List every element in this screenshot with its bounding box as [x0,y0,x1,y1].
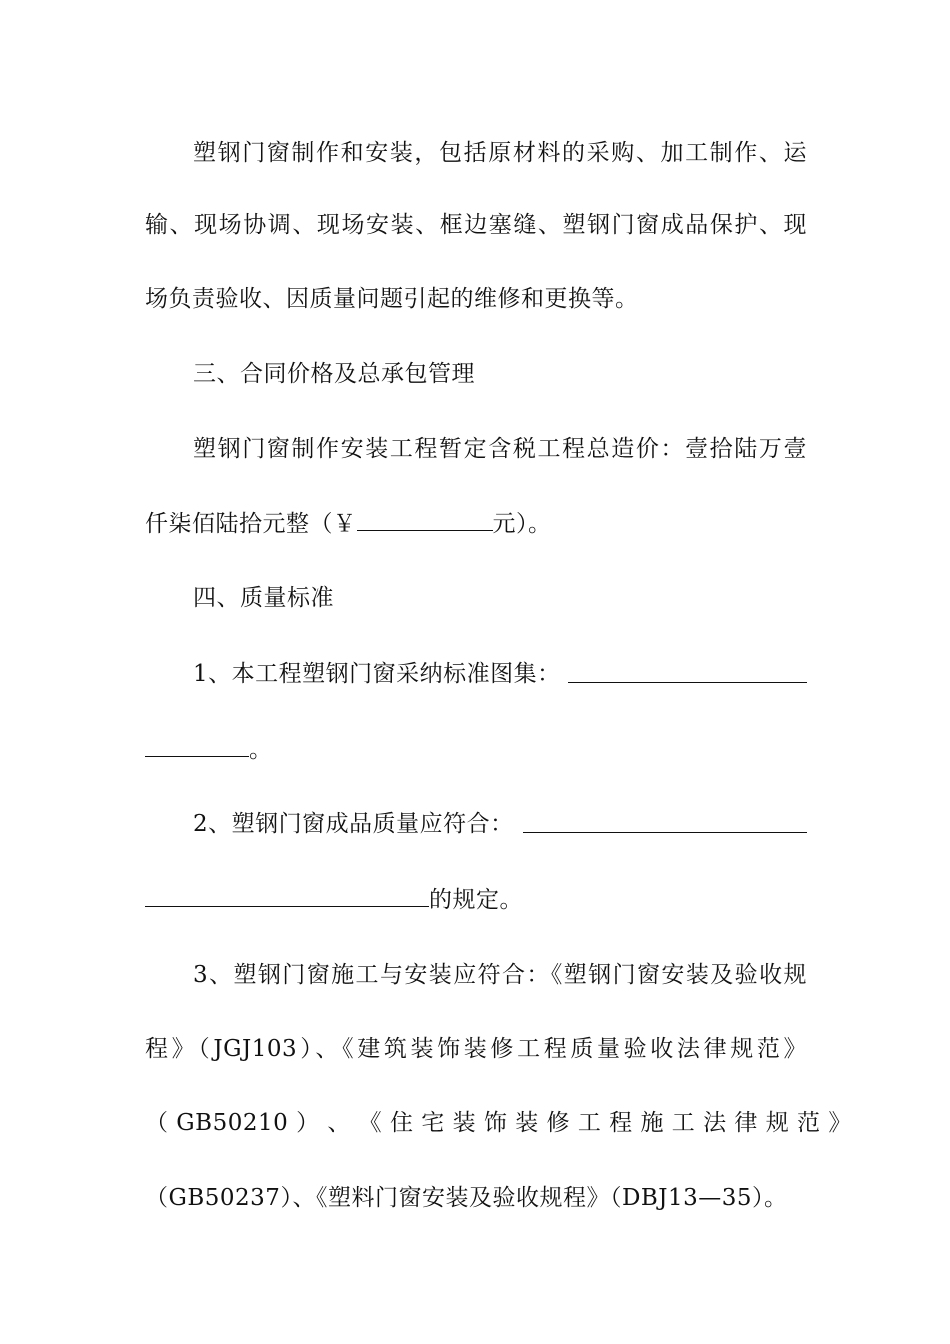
quality-item-1-end: 。 [249,737,273,763]
quality-item-2-label: 2、塑钢门窗成品质量应符合： [193,811,514,837]
quality-item-2-line-2 [145,884,807,915]
paragraph-price-line-2 [145,508,807,539]
quality-item-1-blank [568,682,807,683]
quality-item-1-line-1 [193,659,807,689]
paragraph-price-line-1: 塑钢门窗制作安装工程暂定含税工程总造价：壹拾陆万壹 [193,436,807,462]
paragraph-scope-line-1: 塑钢门窗制作和安装，包括原材料的采购、加工制作、运 [193,140,807,166]
quality-item-3-line-1: 3、塑钢门窗施工与安装应符合：《塑钢门窗安装及验收规 [193,962,807,988]
quality-item-1-label: 1、本工程塑钢门窗采纳标准图集： [193,661,561,687]
paragraph-scope-line-3: 场负责验收、因质量问题引起的维修和更换等。 [145,286,639,312]
price-text-suffix: 元）。 [492,511,552,537]
quality-item-3-line-4: （GB50237）、《塑料门窗安装及验收规程》（DBJ13—35）。 [145,1185,788,1211]
paragraph-scope-line-2: 输、现场协调、现场安装、框边塞缝、塑钢门窗成品保护、现 [145,212,807,238]
quality-item-3-line-3: （ GB50210 ） 、 《 住 宅 装 饰 装 修 工 程 施 工 法 律 规 范 》 [145,1110,852,1136]
price-text-prefix: 仟柒佰陆拾元整（￥ [145,511,357,537]
quality-item-2-blank-continued [145,884,429,907]
section-heading-3: 三、合同价格及总承包管理 [193,361,475,387]
quality-item-1-blank-continued [145,734,249,757]
quality-item-1-line-2 [145,734,807,765]
quality-item-2-blank [523,832,807,833]
quality-item-2-end: 的规定。 [429,887,523,913]
section-heading-4: 四、质量标准 [193,585,334,611]
price-amount-blank [357,508,493,531]
quality-item-2-line-1 [193,809,807,839]
quality-item-3-line-2: 程》（JGJ103）、《建筑装饰装修工程质量验收法律规范》 [145,1036,807,1062]
